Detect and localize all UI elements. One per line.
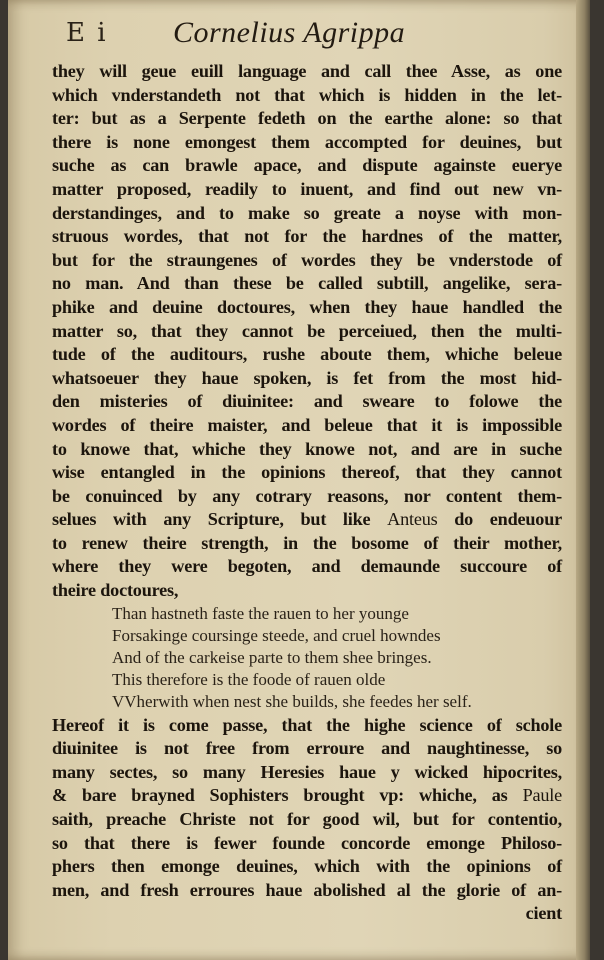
text-line: theire doctoures,: [52, 580, 179, 601]
text-line: so that there is fewer founde concorde emonge Philoso-: [52, 832, 562, 853]
text-line: but for the straungenes of wordes they be vnderstode of: [52, 249, 562, 270]
text-line: to renew theire strength, in the bosome of their mother,: [52, 532, 562, 553]
text-line: they will geue euill language and call thee Asse, as one: [52, 61, 562, 81]
catchword: cient: [525, 903, 562, 924]
prose-bottom: [52, 714, 562, 903]
text-line: ter: but as a Serpente fedeth on the earthe alone: so that: [52, 108, 562, 129]
text-line: to knowe that, whiche they knowe not, and are in suche: [52, 438, 562, 459]
text-line: tude of the auditours, rushe aboute them, whiche beleue: [52, 344, 562, 365]
text-line: Than hastneth faste the rauen to her younge: [112, 603, 409, 623]
text-line-antheus: selues with any Scripture, but like Anteus do endeuour: [52, 509, 562, 530]
text-block: [52, 60, 562, 926]
text-line: saith, preache Christe not for good wil, but for contentio,: [52, 808, 562, 829]
text-line: many sectes, so many Heresies haue y wicked hipocrites,: [52, 761, 562, 782]
text-line: matter so, that they cannot be perceiued, then the multi-: [52, 320, 562, 341]
text-line: & bare brayned Sophisters brought vp: whiche, as Paule: [52, 785, 562, 806]
text-line: And of the carkeise parte to them shee bringes.: [112, 648, 432, 668]
page-edge: [576, 0, 590, 960]
text-line: no man. And than these be called subtill, angelike, sera-: [52, 273, 562, 294]
folio-number: E i: [66, 18, 108, 48]
text-line: men, and fresh erroures haue abolished al the glorie of an-: [52, 879, 562, 900]
text-line: there is none emongest them accompted for deuines, but: [52, 131, 562, 152]
text-line: suche as can brawle apace, and dispute againste euerye: [52, 155, 562, 176]
prose-top-2: [52, 532, 562, 603]
text-line: This therefore is the foode of rauen olde: [112, 670, 386, 690]
text-line: matter proposed, readily to inuent, and find out new vn-: [52, 178, 562, 199]
text-line: which vnderstandeth not that which is hidden in the let-: [52, 84, 562, 105]
book-page: [8, 0, 590, 960]
prose-top: [52, 60, 562, 508]
text-line: den misteries of diuinitee: and sweare to folowe the: [52, 391, 562, 412]
text-line: derstandinges, and to make so greate a noyse with mon-: [52, 202, 562, 223]
text-line: VVherwith when nest she builds, she feedes her self.: [112, 692, 472, 712]
text-line: be conuinced by any cotrary reasons, nor content them-: [52, 485, 562, 506]
text-line: whatsoeuer they haue spoken, is fet from the most hid-: [52, 367, 562, 388]
running-title: Cornelius Agrippa: [173, 16, 406, 49]
text-line: wise entangled in the opinions thereof, that they cannot: [52, 462, 562, 483]
text-line: struous wordes, that not for the hardnes of the matter,: [52, 226, 562, 247]
page-header: [8, 10, 590, 54]
text-line: diuinitee is not free from erroure and naughtinesse, so: [52, 738, 562, 759]
name-antheus: Anteus: [387, 509, 438, 530]
text-line: wordes of theire maister, and beleue that it is impossible: [52, 414, 562, 435]
text-line: Hereof it is come passe, that the highe science of schole: [52, 714, 562, 735]
text-line: phers then emonge deuines, which with the opinions of: [52, 856, 562, 877]
verse-quotation: [52, 603, 562, 714]
text-line: where they were begoten, and demaunde succoure of: [52, 556, 562, 577]
name-paule: Paule: [522, 785, 562, 806]
text-line: phike and deuine doctoures, when they haue handled the: [52, 296, 562, 317]
text-line: Forsakinge coursinge steede, and cruel howndes: [112, 625, 441, 645]
